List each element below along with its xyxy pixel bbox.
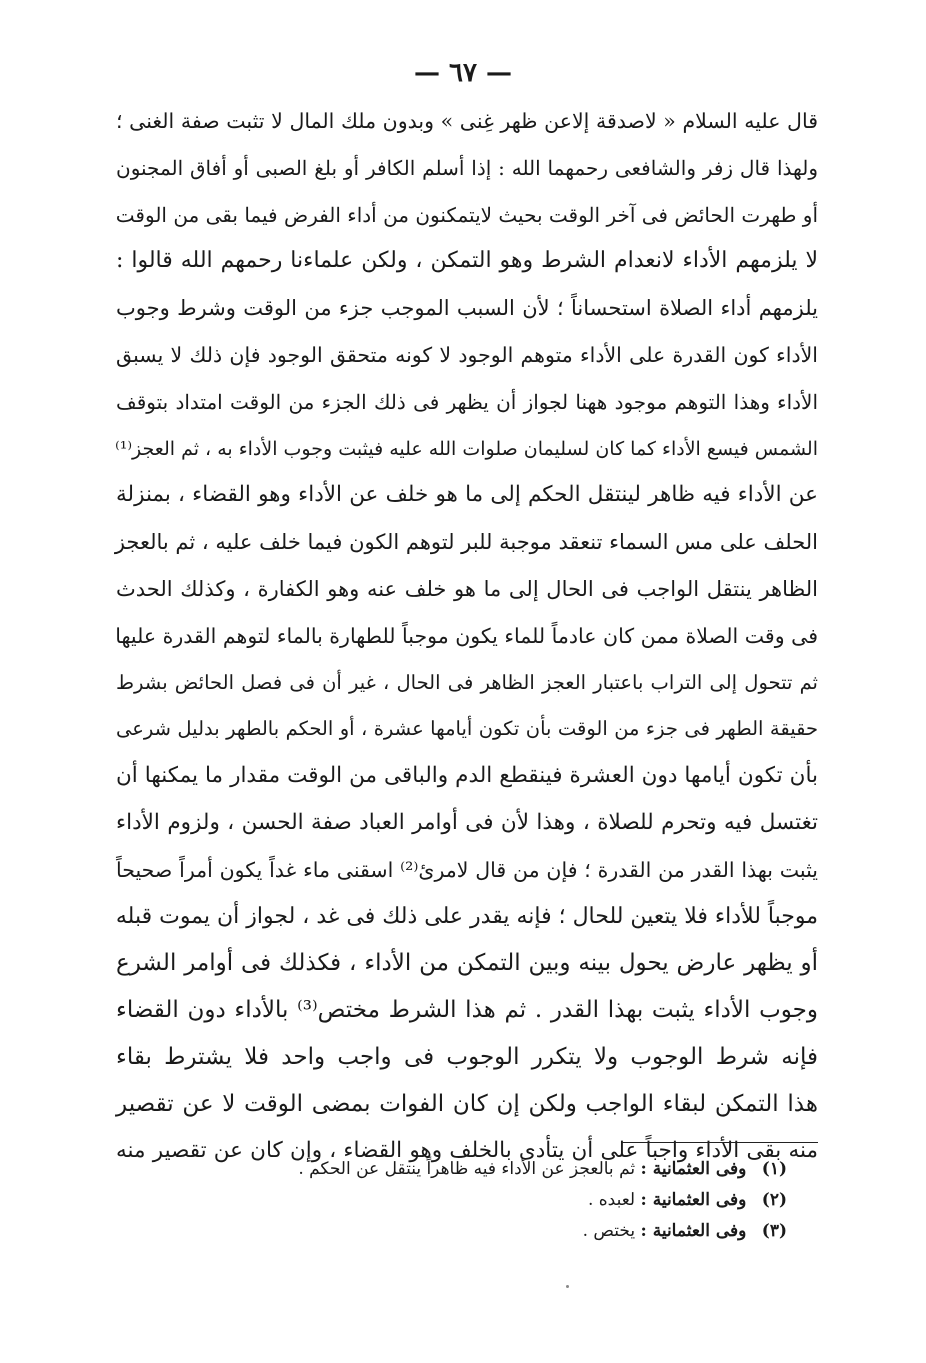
text-line: حقيقة الطهر فى جزء من الوقت بأن تكون أيامها عشرة ، أو الحكم بالطهر بدليل شرعى [116, 717, 818, 741]
footnote-number: (٢) [761, 1190, 787, 1210]
text-line: عن الأداء فيه ظاهر لينتقل الحكم إلى ما هو خلف عن الأداء وهو القضاء ، بمنزلة [116, 482, 818, 508]
text-line: الشمس فيسع الأداء كما كان لسليمان صلوات الله عليه فيثبت وجوب الأداء به ، ثم العجز⁽¹⁾ [115, 437, 818, 460]
text-line: أو طهرت الحائض فى آخر الوقت بحيث لايتمكنون من أداء الفرض فيما بقى من الوقت [115, 202, 818, 227]
footnote-separator [622, 1142, 818, 1143]
footnote-source: وفى العثمانية : [640, 1221, 747, 1241]
text-line: هذا التمكن لبقاء الواجب ولكن إن كان الفوات بمضى الوقت لا عن تقصير [116, 1090, 818, 1117]
text-line: قال عليه السلام « لاصدقة إلاعن ظهر غِنى » وبدون ملك المال لا تثبت صفة الغنى ؛ [116, 109, 818, 133]
text-line: أو يظهر عارض يحول بينه وبين التمكن من الأداء ، فكذلك فى أوامر الشرع [116, 950, 818, 977]
footnote-source: وفى العثمانية : [640, 1159, 747, 1179]
footnote-number: (٣) [761, 1221, 787, 1241]
text-line: موجباً للأداء فلا يتعين للحال ؛ فإنه يقدر على ذلك فى غد ، لجواز أن يموت قبله [115, 903, 818, 929]
footnotes-block [116, 1154, 787, 1247]
text-line: لا يلزمهم الأداء لانعدام الشرط وهو التمكن ، ولكن علماءنا رحمهم الله قالوا : [116, 248, 818, 274]
page-number: — ٦٧ — [413, 58, 513, 88]
footnote-1 [116, 1154, 787, 1185]
text-line: الظاهر ينتقل الواجب فى الحال إلى ما هو خلف عنه وهو الكفارة ، وكذلك الحدث [116, 576, 818, 601]
text-line: بأن تكون أيامها دون العشرة فينقطع الدم والباقى من الوقت مقدار ما يمكنها أن [116, 763, 818, 789]
footnote-3 [116, 1216, 787, 1247]
text-line: فإنه شرط الوجوب ولا يتكرر الوجوب فى واجب واحد فلا يشترط بقاء [116, 1043, 818, 1070]
text-line: يثبت بهذا القدر من القدرة ؛ فإن من قال لامرئ⁽²⁾ اسقنى ماء غداً يكون أمراً صحيحاً [116, 857, 818, 882]
text-line: الحلف على مس السماء تنعقد موجبة للبر لتوهم الكون فيما خلف عليه ، ثم بالعجز [114, 530, 818, 555]
text-line: يلزمهم أداء الصلاة استحساناً ؛ لأن السبب الموجب جزء من الوقت وشرط وجوب [116, 296, 818, 321]
scan-speck [566, 1285, 569, 1288]
main-text-block [116, 98, 818, 1174]
footnote-text: لعبده . [587, 1190, 636, 1210]
text-line: الأداء كون القدرة على الأداء متوهم الوجود لا كونه متحقق الوجود فإن ذلك لا يسبق [116, 342, 818, 367]
footnote-text: ثم بالعجز عن الأداء فيه ظاهراً ينتقل عن الحكم . [298, 1159, 636, 1179]
text-line: الأداء وهذا التوهم موجود ههنا لجواز أن يظهر فى ذلك الجزء من الوقت امتداد بتوقف [116, 389, 818, 414]
text-line: ثم تتحول إلى التراب باعتبار العجز الظاهر فى الحال ، غير أن فى فصل الحائض بشرط [116, 670, 818, 694]
text-line: فى وقت الصلاة ممن كان عادماً للماء يكون موجباً للطهارة بالماء لتوهم القدرة عليها [115, 623, 818, 648]
text-line: ولهذا قال زفر والشافعى رحمهما الله : إذا أسلم الكافر أو بلغ الصبى أو أفاق المجنون [116, 155, 818, 180]
text-line: تغتسل فيه وتحرم للصلاة ، وهذا لأن فى أوامر العباد صفة الحسن ، ولزوم الأداء [116, 809, 818, 835]
text-line: منه بقى الأداء واجباً على أن يتأدى بالخلف وهو القضاء ، وإن كان عن تقصير منه [116, 1137, 818, 1163]
text-line: وجوب الأداء يثبت بهذا القدر . ثم هذا الشرط مختص⁽³⁾ بالأداء دون القضاء [116, 997, 818, 1024]
footnote-number: (١) [761, 1159, 787, 1179]
footnote-text: يختص . [582, 1221, 636, 1241]
footnote-2 [116, 1185, 787, 1216]
footnote-source: وفى العثمانية : [640, 1190, 747, 1210]
